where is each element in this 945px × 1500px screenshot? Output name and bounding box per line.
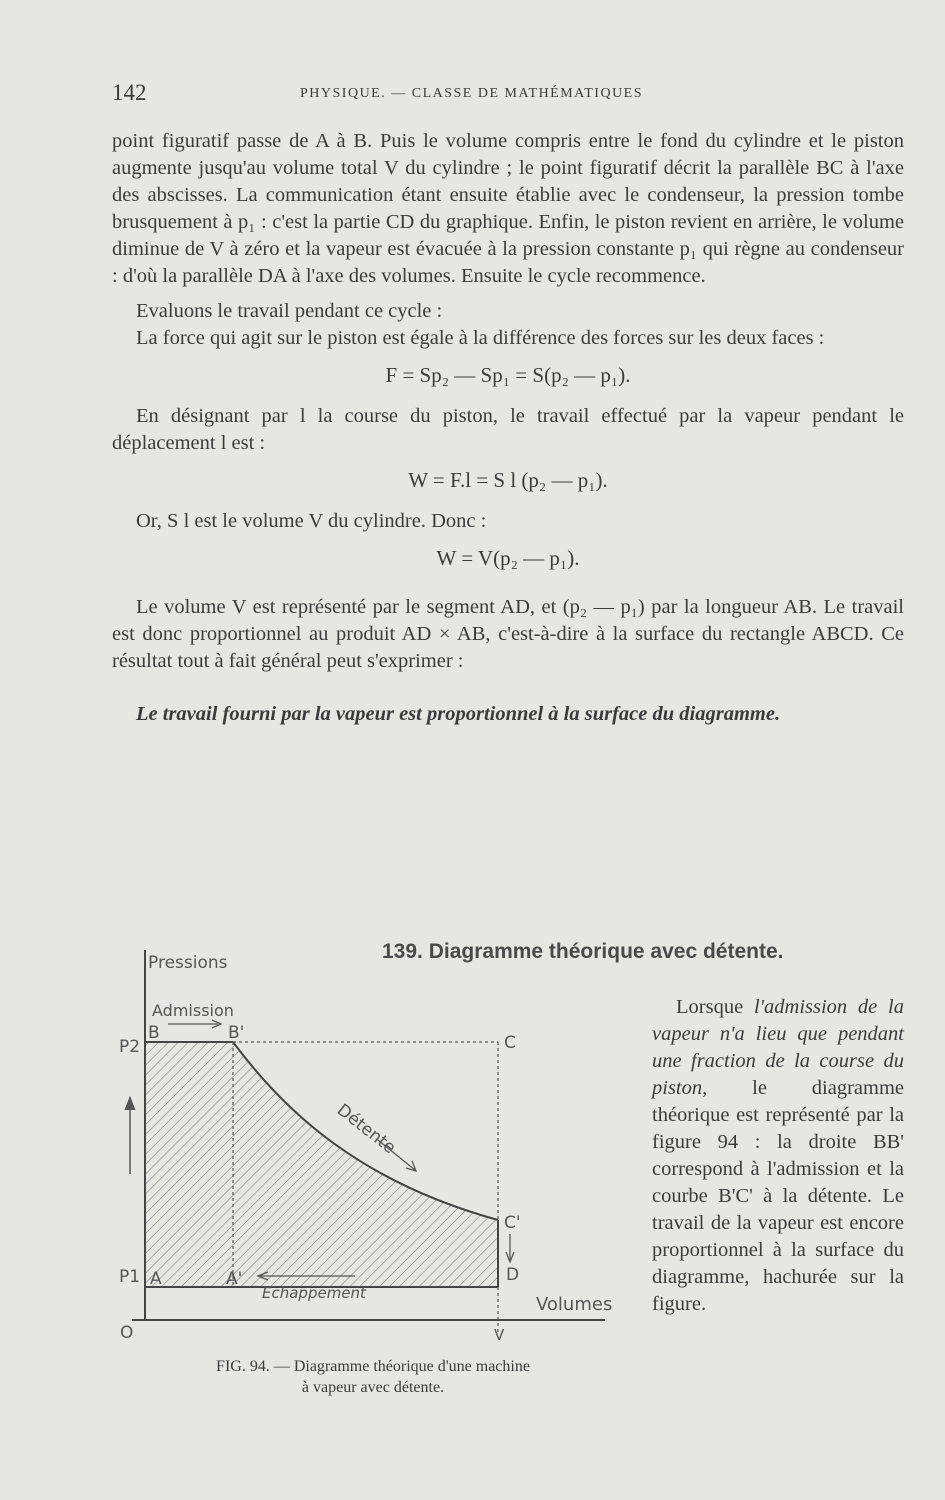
pressure-arrow-head — [125, 1097, 135, 1110]
equation-force: F = Sp₂ — Sp₁ = S(p₂ — p₁). — [385, 363, 631, 387]
side-lead: Lorsque — [676, 996, 754, 1018]
figure-caption — [128, 1356, 618, 1398]
conclusion-statement: Le travail fourni par la vapeur est proportionnel à la surface du diagramme. — [136, 703, 781, 725]
equation-work-volume: W = V(p₂ — p₁). — [436, 546, 580, 570]
body-text — [112, 128, 904, 728]
label-d: D — [506, 1265, 520, 1285]
paragraph-rectangle: Le volume V est représenté par le segment AD, et (p₂ — p₁) par la longueur AB. Le travail est donc proportionnel au produit AD × AB, c'est-à-dire à la surface du rectangle ABCD. Ce résultat tout à fait général peut s'exprimer : — [112, 596, 904, 672]
equation-work: W = F.l = S l (p₂ — p₁). — [408, 468, 608, 492]
label-c-prime: C' — [504, 1213, 521, 1233]
label-origin: O — [120, 1323, 134, 1342]
side-rest: le diagramme théorique est représenté par la figure 94 : la droite BB' correspond à l'admission et la courbe B'C' à la détente. Le travail de la vapeur est encore proportionnel à la surface du diagramme, hachurée sur la figure. — [652, 1077, 904, 1315]
label-b: B — [148, 1023, 160, 1043]
side-paragraph — [652, 994, 904, 1318]
page-number: 142 — [112, 80, 147, 105]
label-p2: P2 — [119, 1037, 141, 1057]
caption-line-2: à vapeur avec détente. — [301, 1379, 445, 1396]
label-volumes: Volumes — [536, 1294, 613, 1315]
paragraph-force: La force qui agit sur le piston est égale à la différence des forces sur les deux faces : — [136, 327, 825, 349]
paragraph-volume: Or, S l est le volume V du cylindre. Donc : — [136, 510, 487, 532]
label-b-prime: B' — [228, 1023, 245, 1043]
running-head: PHYSIQUE. — CLASSE DE MATHÉMATIQUES — [300, 86, 644, 101]
paragraph-course: En désignant par l la course du piston, le travail effectué par la vapeur pendant le déplacement l est : — [112, 405, 904, 454]
label-a: A — [150, 1269, 162, 1289]
paragraph-cycle: point figuratif passe de A à B. Puis le volume compris entre le fond du cylindre et le piston augmente jusqu'au volume total V du cylindre ; le point figuratif décrit la parallèle BC à l'axe des abscisses. La communication étant ensuite établie avec le condenseur, la pression tombe brusquement à p₁ : c'est la partie CD du graphique. Enfin, le piston revient en arrière, le volume diminue de V à zéro et la vapeur est évacuée à la pression constante p₁ qui règne au condenseur : d'où la parallèle DA à l'axe des volumes. Ensuite le cycle recommence. — [112, 130, 904, 287]
label-echappement: Echappement — [262, 1284, 366, 1302]
label-pressions: Pressions — [148, 953, 228, 973]
caption-line-1: FIG. 94. — Diagramme théorique d'une machine — [216, 1358, 530, 1375]
label-detente: Détente — [332, 1100, 400, 1159]
label-v: V — [494, 1326, 505, 1342]
side-italic: l'admission de la vapeur n'a lieu que pendant une fraction de la course du piston, — [652, 996, 904, 1099]
page-header — [112, 80, 902, 110]
work-area — [145, 1042, 498, 1287]
section-title: 139. Diagramme théorique avec détente. — [382, 940, 784, 963]
label-a-prime: A' — [226, 1269, 243, 1289]
label-c: C — [504, 1033, 516, 1053]
label-p1: P1 — [119, 1267, 141, 1287]
paragraph-evaluons: Evaluons le travail pendant ce cycle : — [136, 300, 443, 322]
label-admission: Admission — [152, 1001, 234, 1020]
diagram-figure — [100, 942, 620, 1342]
